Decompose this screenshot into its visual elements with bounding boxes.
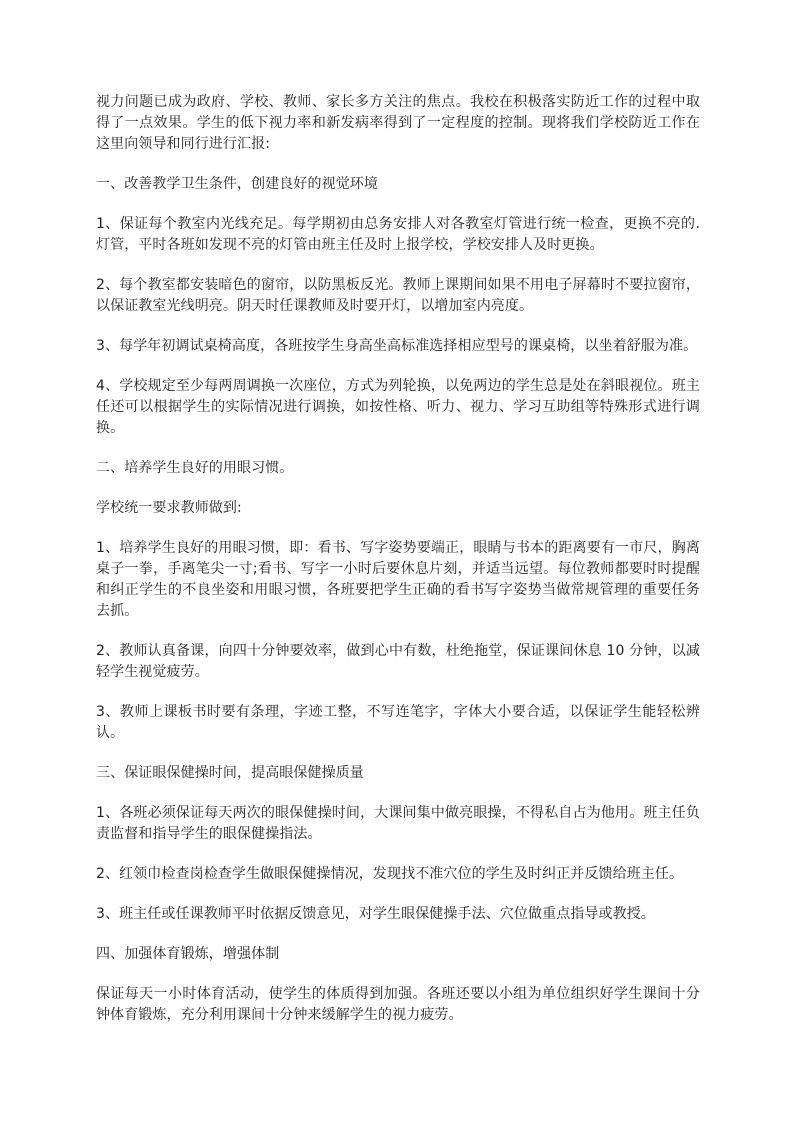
paragraph-1-1: 1、保证每个教室内光线充足。每学期初由总务安排人对各教室灯管进行统一检查，更换不亮的.灯管，平时各班如发现不亮的灯管由班主任及时上报学校，学校安排人及时更换。 — [96, 216, 700, 253]
paragraph-2-3: 3、教师上课板书时要有条理，字迹工整，不写连笔字，字体大小要合适，以保证学生能轻松辨认。 — [96, 704, 700, 741]
document-page — [96, 92, 700, 1045]
section-heading-2: 二、培养学生良好的用眼习惯。 — [96, 460, 294, 476]
paragraph-4-1: 保证每天一小时体育活动，使学生的体质得到加强。各班还要以小组为单位组织好学生课间十分钟体育锻炼，充分利用课间十分钟来缓解学生的视力疲劳。 — [96, 986, 700, 1023]
paragraph-intro: 视力问题已成为政府、学校、教师、家长多方关注的焦点。我校在积极落实防近工作的过程中取得了一点效果。学生的低下视力率和新发病率得到了一定程度的控制。现将我们学校防近工作在这里向领导和同行进行汇报: — [96, 94, 700, 152]
paragraph-2-1: 1、培养学生良好的用眼习惯，即：看书、写字姿势要端正，眼睛与书本的距离要有一市尺，胸离桌子一拳，手离笔尖一寸;看书、写字一小时后要休息片刻，并适当远望。每位教师都要时时提醒和纠正学生的不良坐姿和用眼习惯，各班要把学生正确的看书写字姿势当做常规管理的重要任务去抓。 — [96, 540, 700, 619]
paragraph-2-2: 2、教师认真备课，向四十分钟要效率，做到心中有数，杜绝拖堂，保证课间休息 10 分钟，以减轻学生视觉疲劳。 — [96, 643, 700, 680]
section-heading-1: 一、改善教学卫生条件，创建良好的视觉环境 — [96, 176, 378, 192]
paragraph-1-3: 3、每学年初调试桌椅高度，各班按学生身高坐高标准选择相应型号的课桌椅，以坐着舒服为准。 — [96, 338, 698, 354]
paragraph-1-4: 4、学校规定至少每两周调换一次座位，方式为列轮换，以免两边的学生总是处在斜眼视位。班主任还可以根据学生的实际情况进行调换，如按性格、听力、视力、学习互助组等特殊形式进行调换。 — [96, 378, 700, 436]
paragraph-2-intro: 学校统一要求教师做到: — [96, 500, 242, 516]
paragraph-3-3: 3、班主任或任课教师平时依据反馈意见，对学生眼保健操手法、穴位做重点指导或教授。 — [96, 906, 655, 922]
section-heading-3: 三、保证眼保健操时间，提高眼保健操质量 — [96, 765, 364, 781]
paragraph-3-2: 2、红领巾检查岗检查学生做眼保健操情况，发现找不准穴位的学生及时纠正并反馈给班主任。 — [96, 866, 684, 882]
paragraph-1-2: 2、每个教室都安装暗色的窗帘，以防黑板反光。教师上课期间如果不用电子屏幕时不要拉窗帘，以保证教室光线明亮。阴天时任课教师及时要开灯，以增加室内亮度。 — [96, 277, 700, 314]
paragraph-3-1: 1、各班必须保证每天两次的眼保健操时间，大课间集中做亮眼操，不得私自占为他用。班主任负责监督和指导学生的眼保健操指法。 — [96, 805, 700, 842]
section-heading-4: 四、加强体育锻炼，增强体制 — [96, 946, 280, 962]
